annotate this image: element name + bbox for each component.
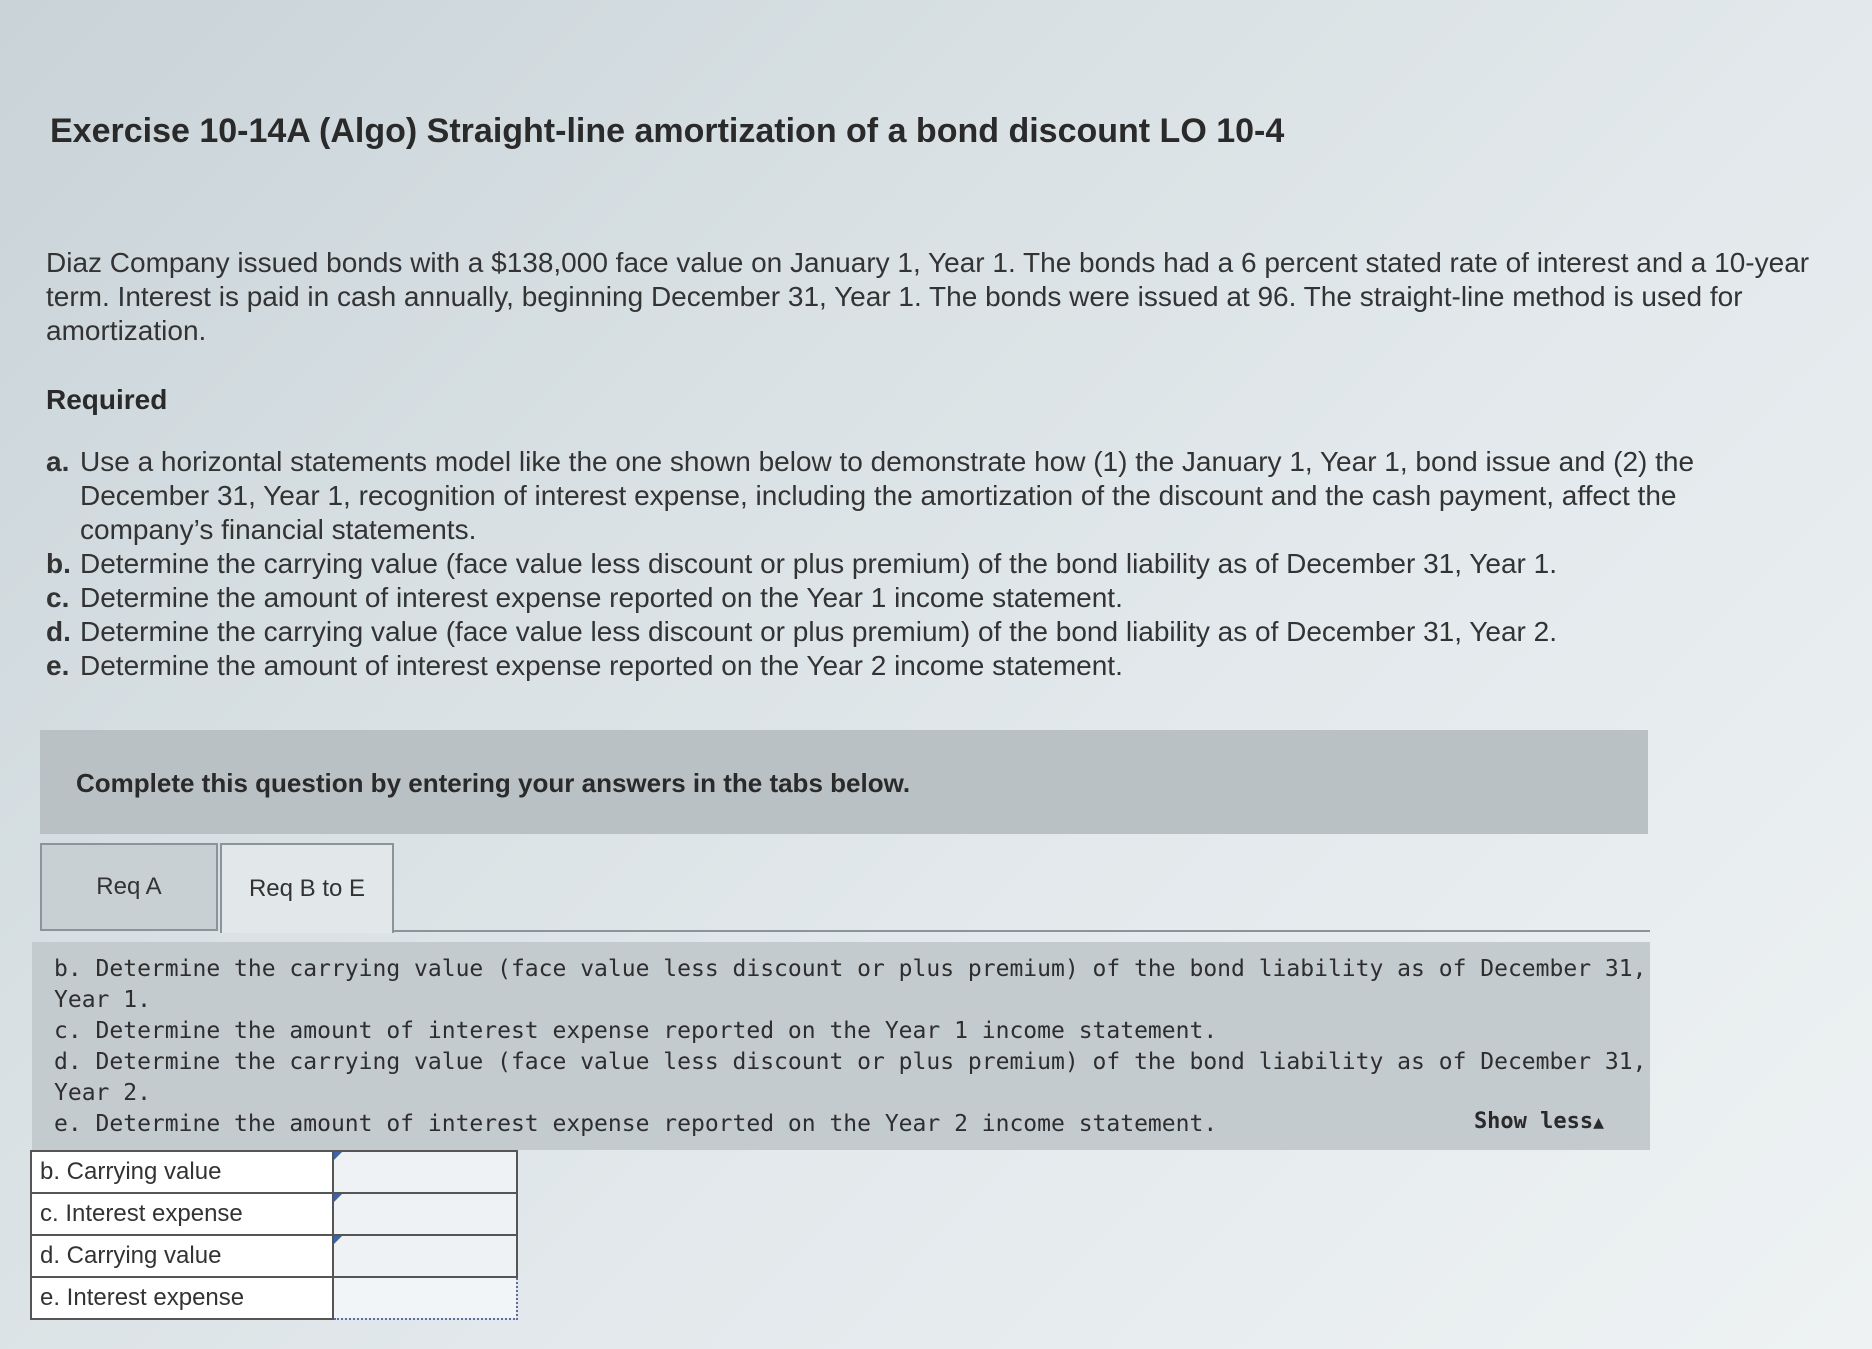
table-row <box>31 1277 517 1319</box>
requirement-letter: c. <box>46 582 70 613</box>
panel-item: c. Determine the amount of interest expense reported on the Year 1 income statement. <box>54 1018 1218 1044</box>
triangle-up-icon: ▲ <box>1593 1112 1604 1133</box>
cell-marker-icon <box>334 1236 342 1244</box>
table-row <box>31 1151 517 1193</box>
tab-req-a[interactable]: Req A <box>40 843 218 931</box>
requirement-item <box>46 547 1806 581</box>
interest-expense-year1-input[interactable] <box>334 1194 516 1234</box>
table-row <box>31 1235 517 1277</box>
instruction-banner <box>40 730 1648 834</box>
cell-marker-icon <box>334 1152 342 1160</box>
problem-description: Diaz Company issued bonds with a $138,000 face value on January 1, Year 1. The bonds had a 6 percent stated rate of interest and a 10-year term. Interest is paid in cash annually, beginning December 31, Year 1. The bonds were issued at 96. The straight-line method is used for amortization. <box>46 247 1810 346</box>
answer-cell <box>333 1193 517 1235</box>
show-less-button[interactable] <box>1474 1109 1604 1134</box>
answer-cell <box>333 1151 517 1193</box>
row-label: e. Interest expense <box>31 1277 333 1319</box>
panel-requirements-list <box>54 954 1650 1140</box>
requirement-letter: e. <box>46 650 70 681</box>
interest-expense-year2-input[interactable] <box>334 1278 516 1318</box>
requirement-letter: d. <box>46 616 71 647</box>
row-label: b. Carrying value <box>31 1151 333 1193</box>
requirement-text: Determine the amount of interest expense reported on the Year 1 income statement. <box>80 582 1123 613</box>
tab-divider <box>394 930 1650 932</box>
panel-item: d. Determine the carrying value (face value less discount or plus premium) of the bond liability as of December 31, Year 2. <box>54 1049 1647 1106</box>
answer-table <box>30 1150 518 1320</box>
requirement-letter: a. <box>46 446 70 477</box>
cell-marker-icon <box>334 1194 342 1202</box>
instruction-text: Complete this question by entering your answers in the tabs below. <box>76 768 911 798</box>
panel-item: e. Determine the amount of interest expense reported on the Year 2 income statement. <box>54 1111 1218 1137</box>
page-title: Exercise 10-14A (Algo) Straight-line amortization of a bond discount LO 10-4 <box>50 112 1285 150</box>
row-label: d. Carrying value <box>31 1235 333 1277</box>
carrying-value-year2-input[interactable] <box>334 1236 516 1276</box>
answer-cell <box>333 1277 517 1319</box>
requirement-item <box>46 445 1806 547</box>
tab-req-b-to-e[interactable]: Req B to E <box>220 843 394 933</box>
tab-content-panel <box>32 942 1650 1150</box>
requirement-text: Determine the amount of interest expense reported on the Year 2 income statement. <box>80 650 1123 681</box>
carrying-value-year1-input[interactable] <box>334 1152 516 1192</box>
requirement-text: Determine the carrying value (face value less discount or plus premium) of the bond liability as of December 31, Year 1. <box>80 548 1557 579</box>
requirement-item <box>46 581 1806 615</box>
requirement-text: Use a horizontal statements model like the one shown below to demonstrate how (1) the January 1, Year 1, bond issue and (2) the December 31, Year 1, recognition of interest expense, including the amortization of the discount and the cash payment, affect the company’s financial statements. <box>80 446 1695 545</box>
required-heading: Required <box>46 384 168 415</box>
requirements-list <box>46 445 1806 683</box>
requirement-text: Determine the carrying value (face value less discount or plus premium) of the bond liability as of December 31, Year 2. <box>80 616 1557 647</box>
show-less-label: Show less <box>1473 1109 1594 1134</box>
row-label: c. Interest expense <box>31 1193 333 1235</box>
table-row <box>31 1193 517 1235</box>
requirement-item <box>46 649 1806 683</box>
answer-cell <box>333 1235 517 1277</box>
panel-item: b. Determine the carrying value (face value less discount or plus premium) of the bond liability as of December 31, Year 1. <box>54 956 1647 1013</box>
requirement-item <box>46 615 1806 649</box>
requirement-letter: b. <box>46 548 71 579</box>
